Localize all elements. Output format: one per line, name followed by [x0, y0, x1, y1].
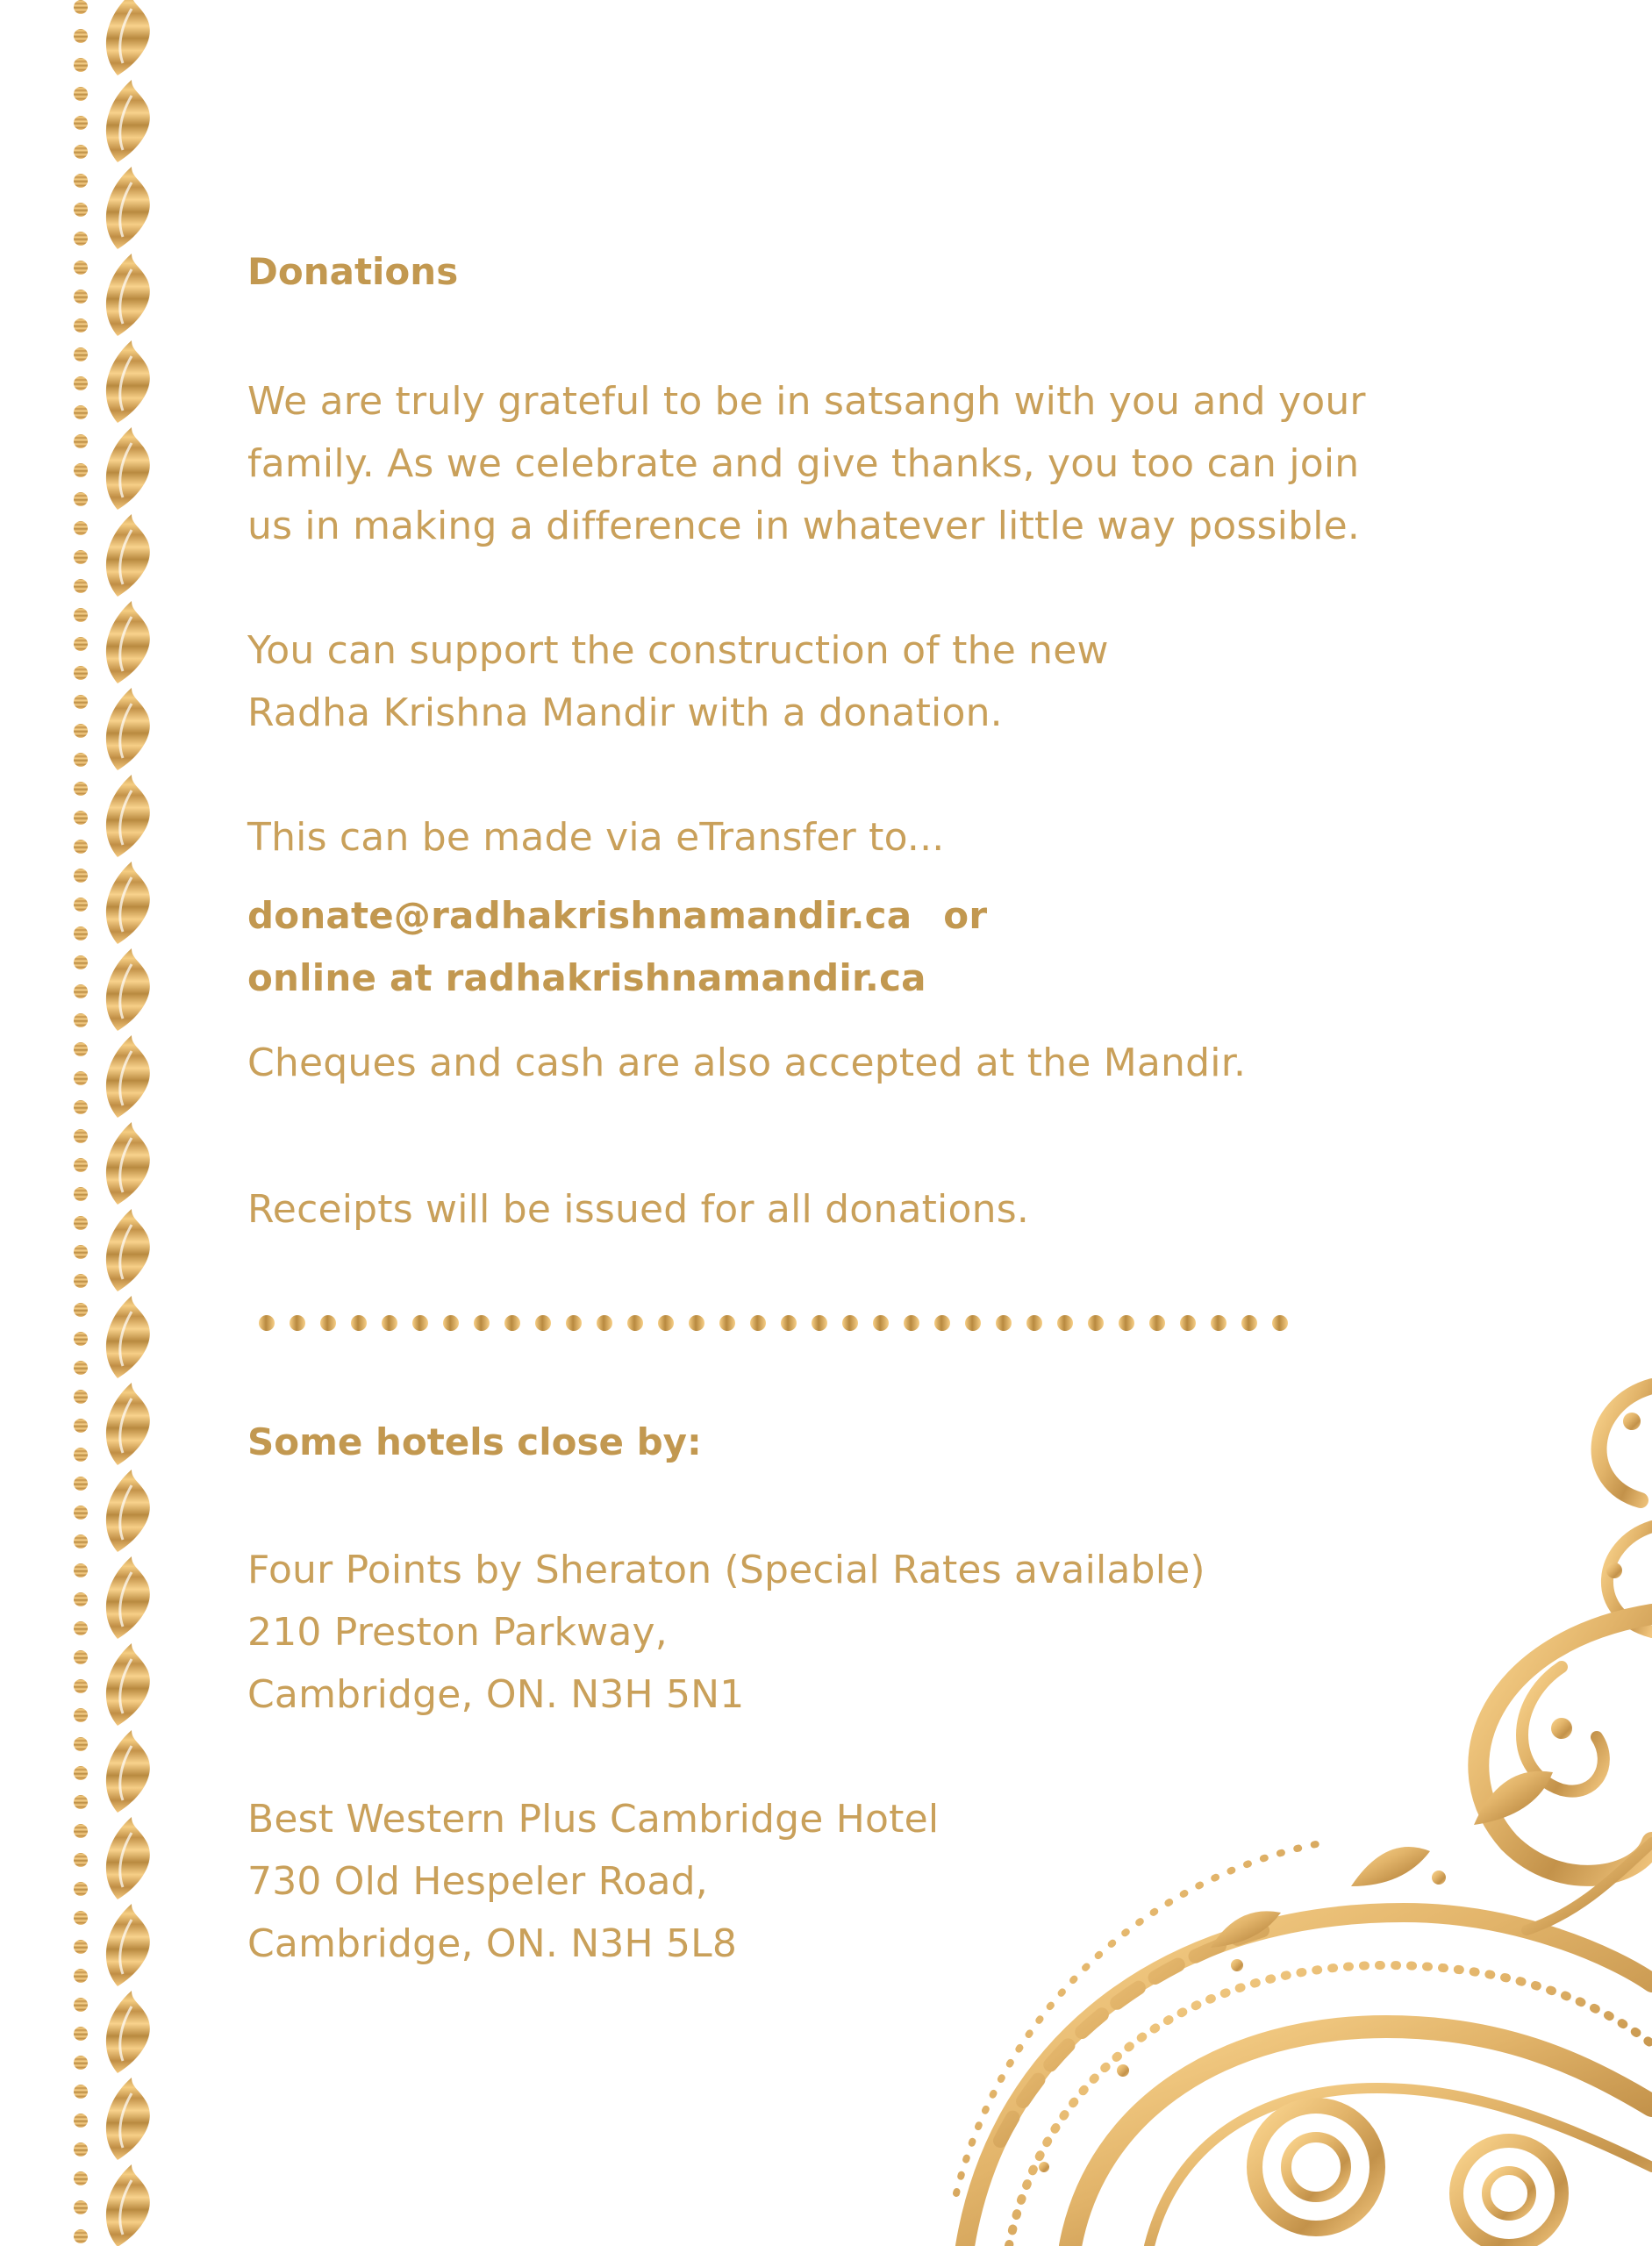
divider-dot — [443, 1315, 459, 1331]
border-dot — [74, 1303, 88, 1317]
divider-dot — [781, 1315, 797, 1331]
hotels-heading: Some hotels close by: — [247, 1420, 702, 1463]
divider-dot — [504, 1315, 520, 1331]
hotel-name: Four Points by Sheraton (Special Rates available) — [247, 1548, 1205, 1592]
border-dot — [74, 1824, 88, 1838]
paisley-leaf-icon — [106, 601, 150, 683]
border-dot — [74, 405, 88, 419]
intro-line: family. As we celebrate and give thanks, you too can join — [247, 441, 1360, 486]
divider-dot — [658, 1315, 674, 1331]
donation-email-link[interactable]: donate@radhakrishnamandir.ca — [247, 894, 912, 937]
divider-dot — [842, 1315, 858, 1331]
paisley-leaf-icon — [106, 1122, 150, 1205]
border-dot — [74, 376, 88, 390]
divider-dot — [1241, 1315, 1257, 1331]
divider-dot — [996, 1315, 1012, 1331]
border-dot — [74, 1592, 88, 1606]
divider-dot — [627, 1315, 643, 1331]
border-dot — [74, 1969, 88, 1983]
border-dot — [74, 1998, 88, 2012]
border-dot — [74, 87, 88, 101]
border-dot — [74, 869, 88, 883]
hotel-entry — [247, 1539, 1476, 1726]
divider-dot — [750, 1315, 766, 1331]
divider-dot — [290, 1315, 305, 1331]
divider-dot — [873, 1315, 889, 1331]
divider-dot — [1180, 1315, 1196, 1331]
border-dot — [74, 782, 88, 796]
border-dot — [74, 1100, 88, 1114]
border-dot — [74, 1940, 88, 1954]
border-dot — [74, 1332, 88, 1346]
divider-dot — [535, 1315, 551, 1331]
border-dot — [74, 666, 88, 680]
border-dot — [74, 811, 88, 825]
paisley-leaf-icon — [106, 688, 150, 770]
email-line — [247, 884, 1476, 947]
paisley-leaf-icon — [106, 167, 150, 249]
border-dot — [74, 318, 88, 333]
divider-dot — [719, 1315, 735, 1331]
hotel-street: 210 Preston Parkway, — [247, 1610, 668, 1655]
border-dot — [74, 695, 88, 709]
paisley-leaf-icon — [106, 1209, 150, 1291]
divider-dot — [1119, 1315, 1134, 1331]
divider-dot — [1272, 1315, 1288, 1331]
border-dot — [74, 1737, 88, 1751]
border-dot — [74, 984, 88, 998]
paisley-leaf-icon — [106, 1035, 150, 1118]
border-dot — [74, 1506, 88, 1520]
or-word: or — [943, 894, 988, 937]
border-dot — [74, 2114, 88, 2128]
divider-dot — [904, 1315, 919, 1331]
hotel-name: Best Western Plus Cambridge Hotel — [247, 1797, 940, 1842]
border-dot — [74, 0, 88, 14]
online-donation-link[interactable]: online at radhakrishnamandir.ca — [247, 956, 926, 999]
border-dot — [74, 492, 88, 506]
paisley-leaf-icon — [106, 340, 150, 423]
support-line: You can support the construction of the new — [247, 628, 1109, 673]
etransfer-text: This can be made via eTransfer to... — [247, 815, 945, 860]
border-dot — [74, 1679, 88, 1693]
hotel-city: Cambridge, ON. N3H 5L8 — [247, 1921, 738, 1966]
paisley-leaf-icon — [106, 514, 150, 597]
divider-dot — [1057, 1315, 1073, 1331]
paisley-leaf-icon — [106, 862, 150, 944]
border-dot — [74, 290, 88, 304]
border-dot — [74, 753, 88, 767]
border-dot — [74, 463, 88, 477]
border-dot — [74, 347, 88, 361]
border-dot — [74, 58, 88, 72]
border-dot — [74, 637, 88, 651]
border-dot — [74, 116, 88, 130]
paisley-leaf-icon — [106, 1991, 150, 2073]
paisley-leaf-icon — [106, 1383, 150, 1465]
border-dot — [74, 145, 88, 159]
border-dot — [74, 1245, 88, 1259]
paisley-leaf-icon — [106, 2078, 150, 2160]
border-dot — [74, 840, 88, 854]
divider-dot — [351, 1315, 367, 1331]
intro-paragraph — [247, 370, 1476, 557]
border-dot — [74, 1534, 88, 1549]
hotel-street: 730 Old Hespeler Road, — [247, 1859, 708, 1904]
hotel-entry — [247, 1788, 1476, 1975]
paisley-leaf-icon — [106, 1817, 150, 1899]
border-dot — [74, 1563, 88, 1577]
main-content — [247, 246, 1476, 1975]
border-dot — [74, 1766, 88, 1780]
border-dot — [74, 2171, 88, 2185]
paisley-leaf-icon — [106, 254, 150, 336]
divider-dot — [812, 1315, 827, 1331]
border-dot — [74, 521, 88, 535]
border-dot — [74, 926, 88, 941]
divider-dot — [934, 1315, 950, 1331]
border-dot — [74, 550, 88, 564]
border-dot — [74, 1187, 88, 1201]
border-dot — [74, 29, 88, 43]
paisley-leaf-icon — [106, 1556, 150, 1639]
divider-dot — [965, 1315, 981, 1331]
paisley-border-icon — [0, 0, 175, 2246]
border-dot — [74, 2085, 88, 2099]
border-dot — [74, 579, 88, 593]
paisley-leaf-icon — [106, 948, 150, 1031]
support-paragraph — [247, 619, 1476, 744]
border-dot — [74, 1013, 88, 1027]
receipts-text: Receipts will be issued for all donations. — [247, 1187, 1029, 1232]
border-dot — [74, 1129, 88, 1143]
support-line: Radha Krishna Mandir with a donation. — [247, 690, 1003, 735]
paisley-leaf-icon — [106, 80, 150, 162]
border-dot — [74, 1390, 88, 1404]
border-dot — [74, 955, 88, 969]
border-dot — [74, 1477, 88, 1491]
donations-heading: Donations — [247, 250, 459, 293]
border-dot — [74, 1911, 88, 1925]
divider-dot — [1149, 1315, 1165, 1331]
border-dot — [74, 1042, 88, 1056]
paisley-leaf-icon — [106, 1904, 150, 1986]
payment-methods — [247, 884, 1476, 1009]
divider-dot — [382, 1315, 397, 1331]
border-dot — [74, 724, 88, 738]
border-dot-column — [74, 0, 88, 2243]
border-dot — [74, 174, 88, 188]
border-dot — [74, 1882, 88, 1896]
border-leaf-column — [106, 0, 150, 2246]
border-dot — [74, 1071, 88, 1085]
border-dot — [74, 2229, 88, 2243]
hotel-city: Cambridge, ON. N3H 5N1 — [247, 1672, 745, 1717]
border-dot — [74, 434, 88, 448]
border-dot — [74, 2200, 88, 2214]
divider-dot — [474, 1315, 490, 1331]
border-dot — [74, 1853, 88, 1867]
border-dot — [74, 1158, 88, 1172]
divider-dot — [1026, 1315, 1042, 1331]
divider-dot — [1211, 1315, 1226, 1331]
divider-dot — [259, 1315, 275, 1331]
border-dot — [74, 1795, 88, 1809]
paisley-leaf-icon — [106, 1470, 150, 1552]
paisley-leaf-icon — [106, 1730, 150, 1813]
border-dot — [74, 608, 88, 622]
border-dot — [74, 2056, 88, 2070]
border-dot — [74, 1448, 88, 1462]
border-dot — [74, 1708, 88, 1722]
divider-dot — [412, 1315, 428, 1331]
divider-dot — [566, 1315, 582, 1331]
border-dot — [74, 2027, 88, 2041]
divider-dot — [1088, 1315, 1104, 1331]
divider-dot — [689, 1315, 704, 1331]
border-dot — [74, 1274, 88, 1288]
paisley-leaf-icon — [106, 775, 150, 857]
paisley-leaf-icon — [106, 1643, 150, 1726]
divider-dot — [597, 1315, 612, 1331]
cheques-text: Cheques and cash are also accepted at the Mandir. — [247, 1041, 1247, 1085]
border-dot — [74, 1419, 88, 1433]
paisley-leaf-icon — [106, 427, 150, 510]
border-dot — [74, 232, 88, 246]
border-dot — [74, 203, 88, 217]
paisley-leaf-icon — [106, 2164, 150, 2246]
intro-line: We are truly grateful to be in satsangh with you and your — [247, 379, 1366, 424]
divider-dot — [320, 1315, 336, 1331]
border-dot — [74, 898, 88, 912]
paisley-leaf-icon — [106, 0, 150, 75]
border-dot — [74, 1650, 88, 1664]
border-dot — [74, 261, 88, 275]
dot-divider-icon — [247, 1305, 1300, 1341]
border-dot — [74, 1361, 88, 1375]
border-dot — [74, 2142, 88, 2157]
border-dot — [74, 1621, 88, 1635]
paisley-leaf-icon — [106, 1296, 150, 1378]
border-dot — [74, 1216, 88, 1230]
intro-line: us in making a difference in whatever little way possible. — [247, 504, 1361, 548]
